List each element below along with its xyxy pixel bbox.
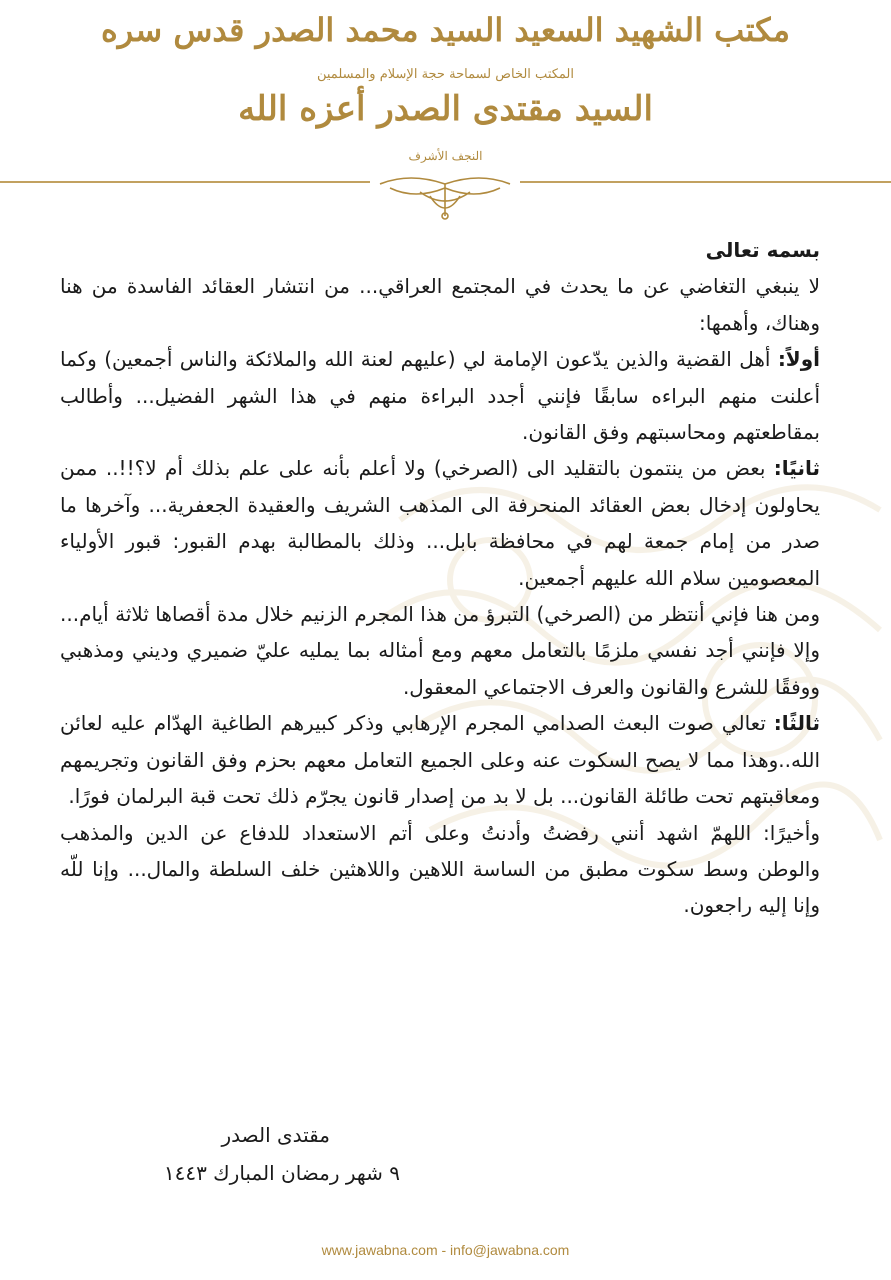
signature-date: ٩ شهر رمضان المبارك ١٤٤٣ [163,1161,400,1185]
point-three-text: تعالي صوت البعث الصدامي المجرم الإرهابي وذكر كبيرهم الطاغية الهدّام عليه لعائن الله..وهذا مما لا يصح السكوت عنه وعلى الجميع التعامل معهم بحزم وفق القانون وتجريمهم ومعاقبتهم تحت طائلة القانون... بل لا بد من إصدار قانون يجرّم ذلك تحت قبة البرلمان فورًا. [60,711,820,809]
letterhead [0,0,891,230]
letterhead-city: النجف الأشرف [408,149,483,163]
point-two-continued: ومن هنا فإني أنتظر من (الصرخي) التبرؤ من هذا المجرم الزنيم خلال مدة أقصاها ثلاثة أيام... وإلا فإنني أجد نفسي ملزمًا بالتعامل معهم ومع أمثاله بما يمليه عليّ ضميري وديني ومذهبي ووفقًا للشرع والقانون والعرف الاجتماعي المعقول. [60,602,820,699]
point-two-label: ثانيًا: [773,456,820,481]
letter-body [60,232,820,924]
point-one-label: أولاً: [777,347,820,372]
letterhead-office-name: مكتب الشهيد السعيد السيد محمد الصدر قدس سره [100,11,791,49]
footer-contact: www.jawabna.com - info@jawabna.com [321,1242,570,1258]
letter-title: بسمه تعالى [705,238,820,262]
point-one-text: أهل القضية والذين يدّعون الإمامة لي (عليهم لعنة الله والملائكة والناس أجمعين) وكما أعلنت منهم البراءه سابقًا فإنني أجدد البراءة منهم في هذا الشهر الفضيل... وأطالب بمقاطعتهم ومحاسبتهم وفق القانون. [60,347,820,445]
point-three [60,705,820,814]
point-two-text: بعض من ينتمون بالتقليد الى (الصرخي) ولا أعلم بأنه على علم بذلك أم لا؟!!.. ممن يحاولون إدخال بعض العقائد المنحرفة الى المذهب الشريف والعقيدة الجعفرية... وآخرها ما صدر من إمام جمعة لهم في محافظة بابل... وذلك بالمطالبة بهدم القبور: قبور الأولياء المعصومين سلام الله عليهم أجمعين. [60,456,820,590]
signature-name: مقتدى الصدر [221,1123,330,1147]
point-three-label: ثالثًا: [773,711,820,736]
point-two [60,450,820,596]
closing-paragraph: وأخيرًا: اللهمّ اشهد أنني رفضتُ وأدنتُ وعلى أتم الاستعداد للدفاع عن الدين والمذهب والوطن وسط سكوت مطبق من الساسة اللاهين واللاهثين خلف السلطة والمال... وإنا للّه وإنا إليه راجعون. [60,820,820,918]
point-one [60,341,820,450]
ornament-icon [370,170,520,222]
letterhead-person-name: السيد مقتدى الصدر أعزه الله [238,89,653,129]
letterhead-subtitle: المكتب الخاص لسماحة حجة الإسلام والمسلمين [316,67,575,82]
intro-paragraph: لا ينبغي التغاضي عن ما يحدث في المجتمع العراقي... من انتشار العقائد الفاسدة من هنا وهناك، وأهمها: [60,274,820,335]
